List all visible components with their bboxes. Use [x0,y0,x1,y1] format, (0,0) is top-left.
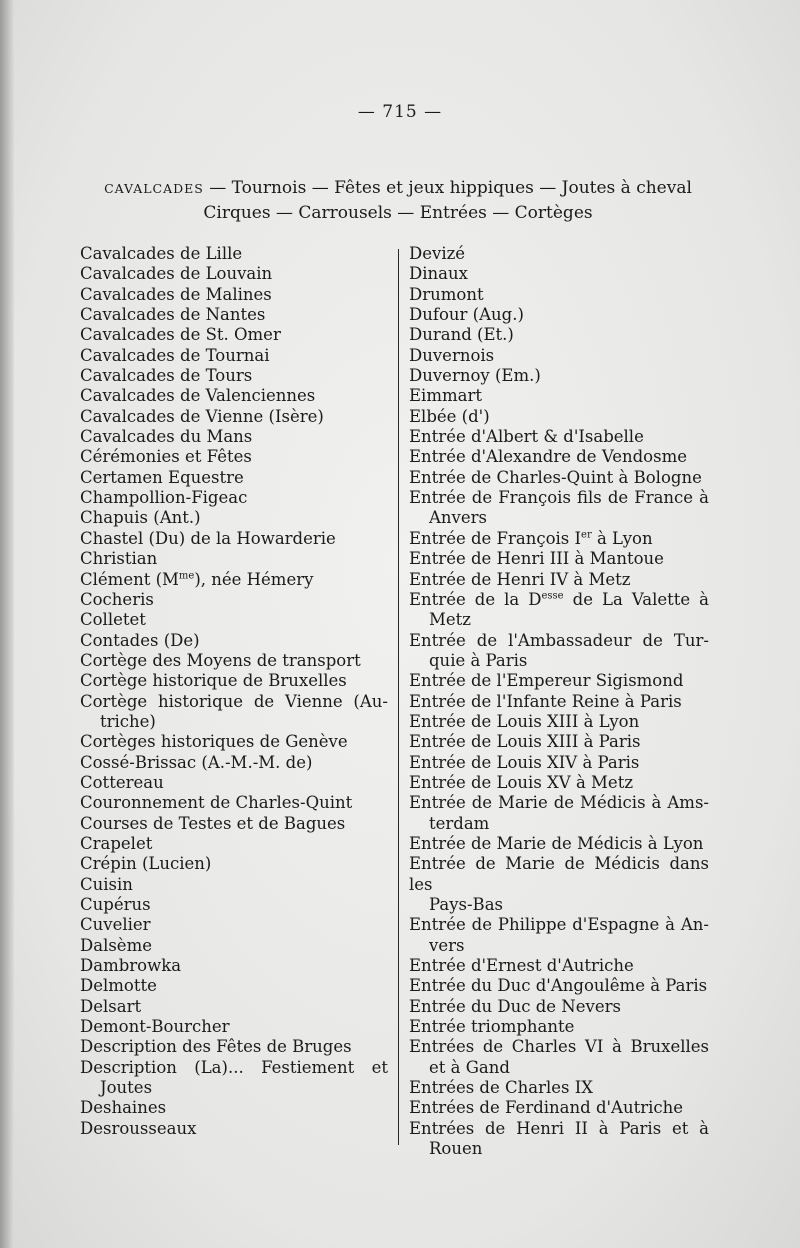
list-item: Cottereau [80,772,164,792]
list-item: Entrée de Charles-Quint à Bologne [409,467,702,487]
list-item: Entrées de Charles VI à Bruxelles [409,1037,709,1057]
right-index-column [409,244,709,1159]
list-item: Entrée du Duc de Nevers [409,996,621,1016]
list-item: Entrée de Marie de Médicis à Ams- [409,793,709,813]
list-item: Entrée de Louis XIII à Paris [409,732,641,752]
list-item-continuation: triche) [100,711,156,731]
list-item: Deshaines [80,1098,167,1118]
list-item: Durand (Et.) [409,325,514,345]
list-item: Duvernoy (Em.) [409,366,541,386]
list-item [409,529,709,549]
list-item [80,570,388,590]
list-item: Entrées de Charles IX [409,1078,593,1098]
list-item: Crapelet [80,833,153,853]
left-index-column [80,244,388,1139]
list-item: Entrée d'Alexandre de Vendosme [409,447,687,467]
list-item: Cavalcades de Louvain [80,264,273,284]
list-item: Entrée de Marie de Médicis dans les [409,854,709,894]
list-item: Cortège historique de Bruxelles [80,671,347,691]
list-item: Description des Fêtes de Bruges [80,1037,352,1057]
list-item: Christian [80,549,158,569]
list-item: Delmotte [80,976,157,996]
list-item: Cocheris [80,589,154,609]
superscript: esse [541,590,564,602]
list-item: Contades (De) [80,630,200,650]
list-item: Dalsème [80,935,152,955]
heading-line-2: Cirques — Carrousels — Entrées — Cortèges [203,203,593,223]
list-item: Couronnement de Charles-Quint [80,793,353,813]
list-item-continuation: Rouen [429,1139,483,1159]
list-item-continuation: quie à Paris [429,650,528,670]
page-number: — 715 — [357,102,443,122]
list-item: Cupérus [80,895,151,914]
list-item-continuation: vers [429,935,465,955]
superscript: me [178,570,195,581]
list-item-continuation: Joutes [100,1078,153,1098]
list-item: Cavalcades de St. Omer [80,325,281,345]
list-item: Entrée de Louis XIV à Paris [409,752,640,772]
list-item: Entrée de Louis XV à Metz [409,772,634,792]
list-item: Entrées de Henri II à Paris et à [409,1118,709,1138]
list-item: Cavalcades du Mans [80,427,253,447]
list-item-continuation: et à Gand [429,1057,510,1077]
list-item: Cérémonies et Fêtes [80,447,252,467]
superscript: er [581,529,592,541]
column-divider [398,249,399,1145]
list-item: Cortège historique de Vienne (Au- [80,691,388,711]
list-item: Entrée de François fils de France à [409,488,709,508]
list-item: Chapuis (Ant.) [80,508,201,528]
list-item: Entrée de Marie de Médicis à Lyon [409,833,704,853]
list-item: Delsart [80,996,142,1016]
list-item: Dambrowka [80,956,182,976]
list-item: Drumont [409,284,484,304]
list-item: Cortège des Moyens de transport [80,650,361,670]
list-item-text: Entrée de la D [409,589,542,609]
list-item: Entrée de Philippe d'Espagne à An- [409,915,709,935]
list-item-text: à Lyon [591,528,653,548]
page-edge-shadow [0,0,14,1248]
list-item-text: de La Valette à [563,589,710,609]
list-item: Cavalcades de Lille [80,244,243,263]
heading-line-1-text: — Tournois — Fêtes et jeux hippiques — Joutes à cheval [209,178,692,198]
list-item: Certamen Equestre [80,467,244,487]
list-item: Entrées de Ferdinand d'Autriche [409,1098,684,1118]
list-item-continuation: Metz [429,610,471,630]
list-item: Cavalcades de Malines [80,284,272,304]
list-item: Eimmart [409,386,482,406]
list-item: Cavalcades de Valenciennes [80,386,316,406]
list-item: Cossé-Brissac (A.-M.-M. de) [80,752,313,772]
list-item: Crépin (Lucien) [80,854,212,874]
list-item: Cavalcades de Vienne (Isère) [80,406,324,426]
list-item: Entrée triomphante [409,1017,575,1037]
list-item: Courses de Testes et de Bagues [80,813,346,833]
list-item: Devizé [409,244,466,263]
list-item [409,590,709,610]
list-item: Entrée de Louis XIII à Lyon [409,711,640,731]
list-item: Entrée de l'Ambassadeur de Tur- [409,630,709,650]
list-item-text: Clément (M [80,569,179,589]
list-item: Desrousseaux [80,1118,197,1138]
list-item: Entrée de Henri IV à Metz [409,569,631,589]
list-item: Cavalcades de Nantes [80,305,266,325]
heading-smallcaps: CAVALCADES [104,181,204,196]
list-item: Cavalcades de Tours [80,366,253,386]
list-item: Demont-Bourcher [80,1017,230,1037]
list-item: Entrée de l'Empereur Sigismond [409,671,684,691]
list-item: Cavalcades de Tournai [80,345,270,365]
list-item-text: ), née Hémery [194,569,314,589]
list-item: Entrée de Henri III à Mantoue [409,549,664,569]
list-item: Cuisin [80,874,133,894]
list-item-continuation: Anvers [429,508,487,528]
list-item: Entrée du Duc d'Angoulême à Paris [409,976,708,996]
list-item: Colletet [80,610,146,630]
section-heading [88,176,708,225]
list-item: Dinaux [409,264,468,284]
heading-line-1 [88,176,708,201]
list-item: Elbée (d') [409,406,490,426]
list-item: Cortèges historiques de Genève [80,732,348,752]
list-item: Description (La)... Festiement et [80,1057,388,1077]
list-item-continuation: terdam [429,813,490,833]
list-item: Chastel (Du) de la Howarderie [80,528,336,548]
list-item: Cuvelier [80,915,151,935]
list-item: Entrée d'Albert & d'Isabelle [409,427,644,447]
list-item: Entrée d'Ernest d'Autriche [409,956,634,976]
list-item: Champollion-Figeac [80,488,248,508]
list-item-text: Entrée de François I [409,528,582,548]
list-item-continuation: Pays-Bas [429,895,503,914]
list-item: Entrée de l'Infante Reine à Paris [409,691,682,711]
list-item: Dufour (Aug.) [409,305,524,325]
list-item: Duvernois [409,345,495,365]
